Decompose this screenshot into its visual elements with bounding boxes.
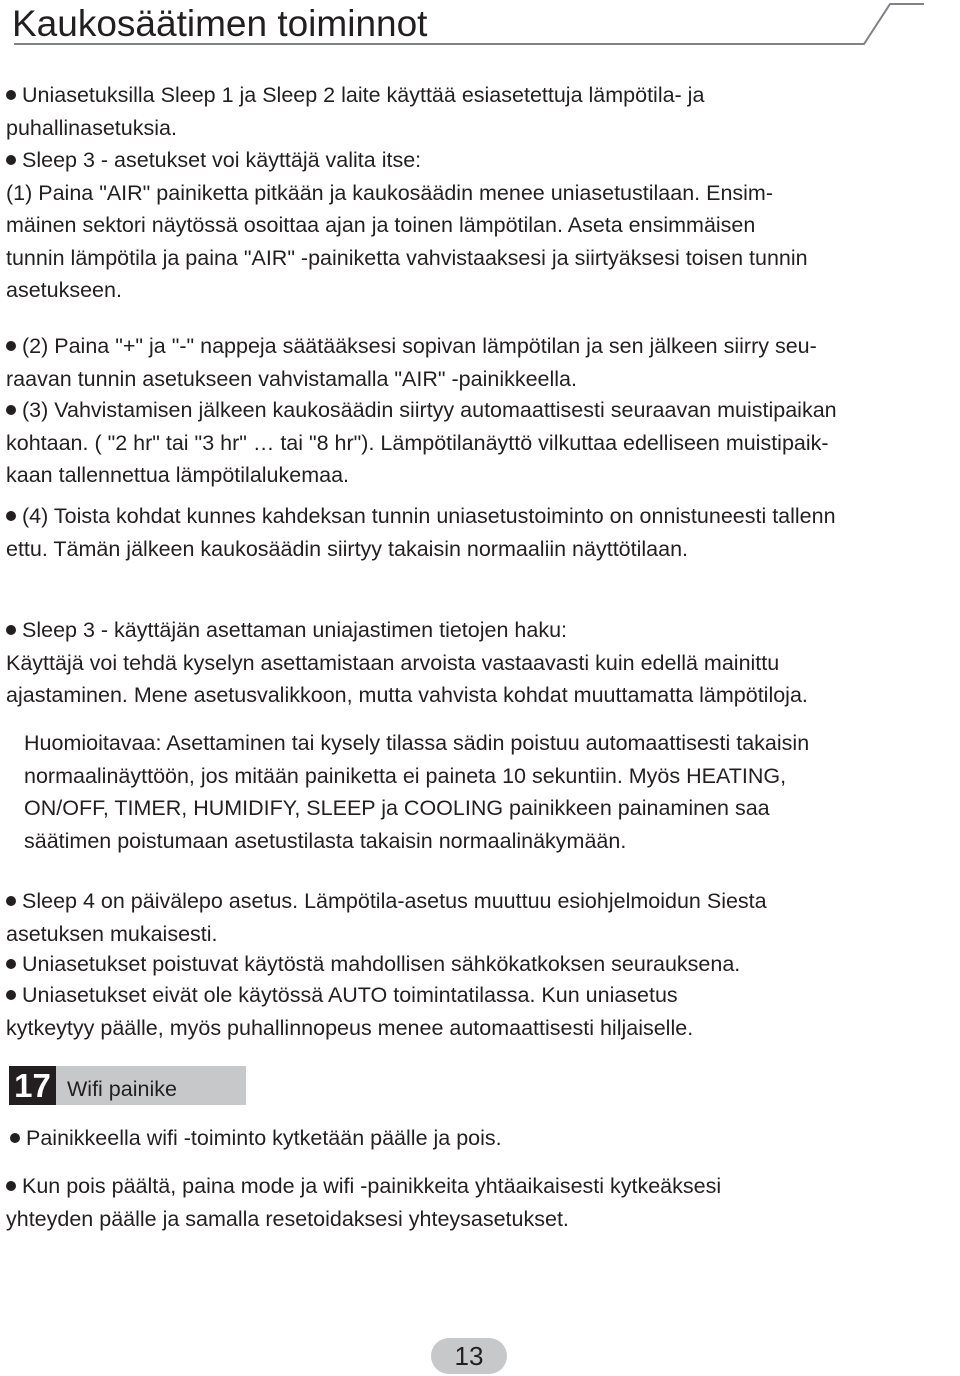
- text-line: ettu. Tämän jälkeen kaukosäädin siirtyy takaisin normaaliin näyttötilaan.: [6, 536, 688, 561]
- text-line: Huomioitavaa: Asettaminen tai kysely tilassa sädin poistuu automaattisesti takaisin: [24, 731, 810, 755]
- step-3-bullet: [6, 394, 958, 492]
- section-number: 17: [9, 1066, 56, 1105]
- note-paragraph: [24, 727, 960, 857]
- text-line: kohtaan. ( "2 hr" tai "3 hr" … tai "8 hr"). Lämpötilanäyttö vilkuttaa edelliseen muistipaik-: [6, 430, 829, 455]
- bullet-icon: [6, 959, 16, 969]
- bullet-icon: [6, 405, 16, 415]
- wifi-toggle-bullet: [10, 1122, 960, 1155]
- text-line: puhallinasetuksia.: [6, 115, 177, 140]
- page-number: 13: [431, 1338, 507, 1374]
- text-line: Kun pois päältä, paina mode ja wifi -painikkeita yhtäaikaisesti kytkeäksesi: [22, 1174, 722, 1198]
- header-rule: [0, 0, 960, 50]
- text-line: Uniasetukset poistuvat käytöstä mahdollisen sähkökatkoksen seurauksena.: [22, 952, 741, 976]
- text-line: mäinen sektori näytössä osoittaa ajan ja toinen lämpötilan. Aseta ensimmäisen: [6, 213, 756, 237]
- text-line: kytkeytyy päälle, myös puhallinnopeus menee automaattisesti hiljaiselle.: [6, 1015, 694, 1040]
- sleep-3-bullet: [6, 144, 958, 307]
- text-line: säätimen poistumaan asetustilasta takaisin normaalinäkymään.: [24, 828, 627, 853]
- bullet-icon: [6, 155, 16, 165]
- text-line: raavan tunnin asetukseen vahvistamalla "AIR" -painikkeella.: [6, 366, 577, 391]
- text-line: Käyttäjä voi tehdä kyselyn asettamistaan arvoista vastaavasti kuin edellä mainittu: [6, 650, 780, 675]
- text-line: Uniasetukset eivät ole käytössä AUTO toimintatilassa. Kun uniasetus: [22, 983, 678, 1007]
- text-line: (2) Paina "+" ja "-" nappeja säätääksesi sopivan lämpötilan ja sen jälkeen siirry seu-: [22, 334, 817, 358]
- text-line: (3) Vahvistamisen jälkeen kaukosäädin siirtyy automaattisesti seuraavan muistipaikan: [22, 398, 837, 422]
- bullet-icon: [6, 990, 16, 1000]
- wifi-reset-bullet: [6, 1170, 958, 1235]
- section-label: Wifi painike: [67, 1077, 177, 1101]
- bullet-icon: [6, 90, 16, 100]
- page-title: Kaukosäätimen toiminnot: [12, 3, 428, 44]
- text-line: ON/OFF, TIMER, HUMIDIFY, SLEEP ja COOLING painikkeen painaminen saa: [24, 796, 770, 820]
- text-line: Sleep 4 on päivälepo asetus. Lämpötila-asetus muuttuu esiohjelmoidun Siesta: [22, 889, 767, 913]
- power-outage-bullet: [6, 948, 958, 981]
- bullet-icon: [6, 1181, 16, 1191]
- step-4-bullet: [6, 500, 958, 565]
- bullet-icon: [6, 625, 16, 635]
- text-line: asetukseen.: [6, 278, 122, 302]
- sleep-4-bullet: [6, 885, 958, 950]
- text-line: normaalinäyttöön, jos mitään painiketta ei paineta 10 sekuntiin. Myös HEATING,: [24, 763, 787, 788]
- text-line: Uniasetuksilla Sleep 1 ja Sleep 2 laite käyttää esiasetettuja lämpötila- ja: [22, 83, 705, 107]
- bullet-icon: [6, 896, 16, 906]
- text-line: (1) Paina "AIR" painiketta pitkään ja kaukosäädin menee uniasetustilaan. Ensim-: [6, 180, 773, 205]
- auto-mode-bullet: [6, 979, 958, 1044]
- step-2-bullet: [6, 330, 958, 395]
- bullet-icon: [10, 1133, 20, 1143]
- sleep-1-2-bullet: [6, 79, 958, 144]
- bullet-icon: [6, 511, 16, 521]
- text-line: (4) Toista kohdat kunnes kahdeksan tunnin uniasetustoiminto on onnistuneesti tallenn: [22, 504, 836, 528]
- section-17-header: [9, 1066, 246, 1105]
- text-line: kaan tallennettua lämpötilalukemaa.: [6, 463, 350, 487]
- text-line: Sleep 3 - käyttäjän asettaman uniajastimen tietojen haku:: [22, 618, 567, 642]
- sleep-3-query-bullet: [6, 614, 958, 712]
- text-line: ajastaminen. Mene asetusvalikkoon, mutta vahvista kohdat muuttamatta lämpötiloja.: [6, 683, 808, 707]
- text-line: tunnin lämpötila ja paina "AIR" -painiketta vahvistaaksesi ja siirtyäksesi toisen tunnin: [6, 245, 808, 270]
- text-line: yhteyden päälle ja samalla resetoidaksesi yhteysasetukset.: [6, 1206, 569, 1231]
- text-line: Sleep 3 - asetukset voi käyttäjä valita itse:: [22, 148, 422, 172]
- bullet-icon: [6, 341, 16, 351]
- text-line: asetuksen mukaisesti.: [6, 921, 218, 946]
- text-line: Painikkeella wifi -toiminto kytketään päälle ja pois.: [26, 1126, 502, 1150]
